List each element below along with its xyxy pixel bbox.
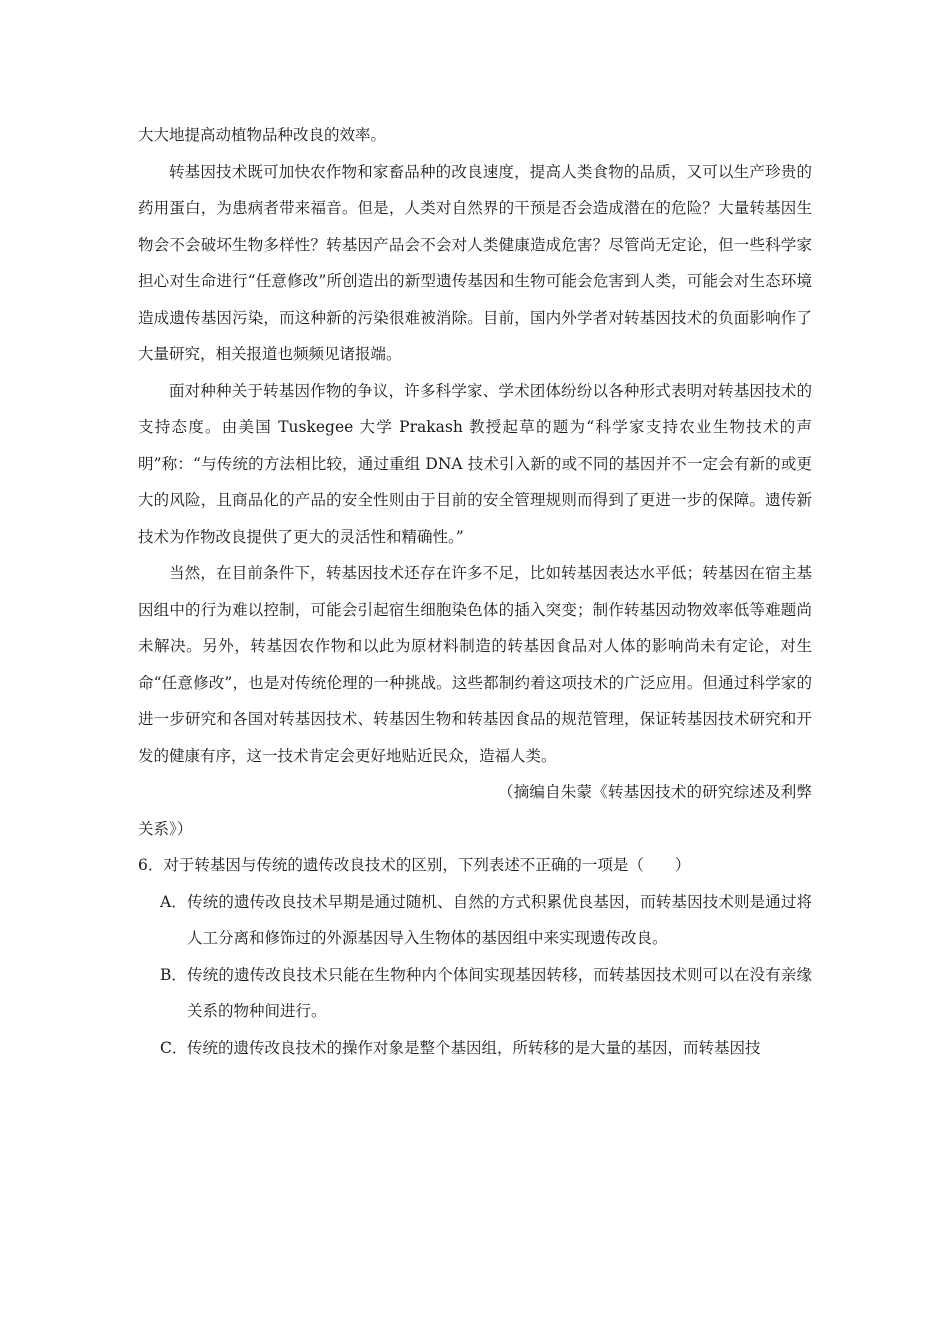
- document-page: [138, 117, 812, 1066]
- article-paragraph-2: 面对种种关于转基因作物的争议，许多科学家、学术团体纷纷以各种形式表明对转基因技术的支持态度。由美国 Tuskegee 大学 Prakash 教授起草的题为“科学家支持农业生物技术的声明”称：“与传统的方法相比较，通过重组 DNA 技术引入新的或不同的基因并不一定会有新的或更大的风险，且商品化的产品的安全性则由于目前的安全管理规则而得到了更进一步的保障。遗传新技术为作物改良提供了更大的灵活性和精确性。”: [138, 381, 812, 546]
- article-paragraph-0: 大大地提高动植物品种改良的效率。: [138, 126, 387, 144]
- option-c-letter: C．: [160, 1038, 188, 1057]
- article-paragraph-3: 当然，在目前条件下，转基因技术还存在许多不足，比如转基因表达水平低；转基因在宿主基因组中的行为难以控制，可能会引起宿生细胞染色体的插入突变；制作转基因动物效率低等难题尚未解决。另外，转基因农作物和以此为原材料制造的转基因食品对人体的影响尚未有定论，对生命“任意修改”，也是对传统伦理的一种挑战。这些都制约着这项技术的广泛应用。但通过科学家的进一步研究和各国对转基因技术、转基因生物和转基因食品的规范管理，保证转基因技术研究和开发的健康有序，这一技术肯定会更好地贴近民众，造福人类。: [138, 564, 812, 765]
- option-b-letter: B．: [160, 965, 187, 984]
- option-b-text: 传统的遗传改良技术只能在生物种内个体间实现基因转移，而转基因技术则可以在没有亲缘关系的物种间进行。: [187, 965, 812, 1020]
- question-stem: 6．对于转基因与传统的遗传改良技术的区别，下列表述不正确的一项是（ ）: [138, 856, 691, 874]
- option-a: [138, 884, 812, 957]
- option-c: [138, 1030, 812, 1067]
- option-a-letter: A．: [160, 892, 187, 911]
- option-b: [138, 957, 812, 1030]
- article-paragraph-1: 转基因技术既可加快农作物和家畜品种的改良速度，提高人类食物的品质，又可以生产珍贵的药用蛋白，为患病者带来福音。但是，人类对自然界的干预是否会造成潜在的危险？大量转基因生物会不会破坏生物多样性？转基因产品会不会对人类健康造成危害？尽管尚无定论，但一些科学家担心对生命进行“任意修改”所创造出的新型遗传基因和生物可能会危害到人类，可能会对生态环境造成遗传基因污染，而这种新的污染很难被消除。目前，国内外学者对转基因技术的负面影响作了大量研究，相关报道也频频见诸报端。: [138, 162, 812, 363]
- option-a-text: 传统的遗传改良技术早期是通过随机、自然的方式积累优良基因，而转基因技术则是通过将人工分离和修饰过的外源基因导入生物体的基因组中来实现遗传改良。: [187, 892, 812, 947]
- option-c-text: 传统的遗传改良技术的操作对象是整个基因组，所转移的是大量的基因，而转基因技: [187, 1038, 761, 1057]
- article-source: （摘编自朱蒙《转基因技术的研究综述及利弊关系》）: [138, 783, 812, 838]
